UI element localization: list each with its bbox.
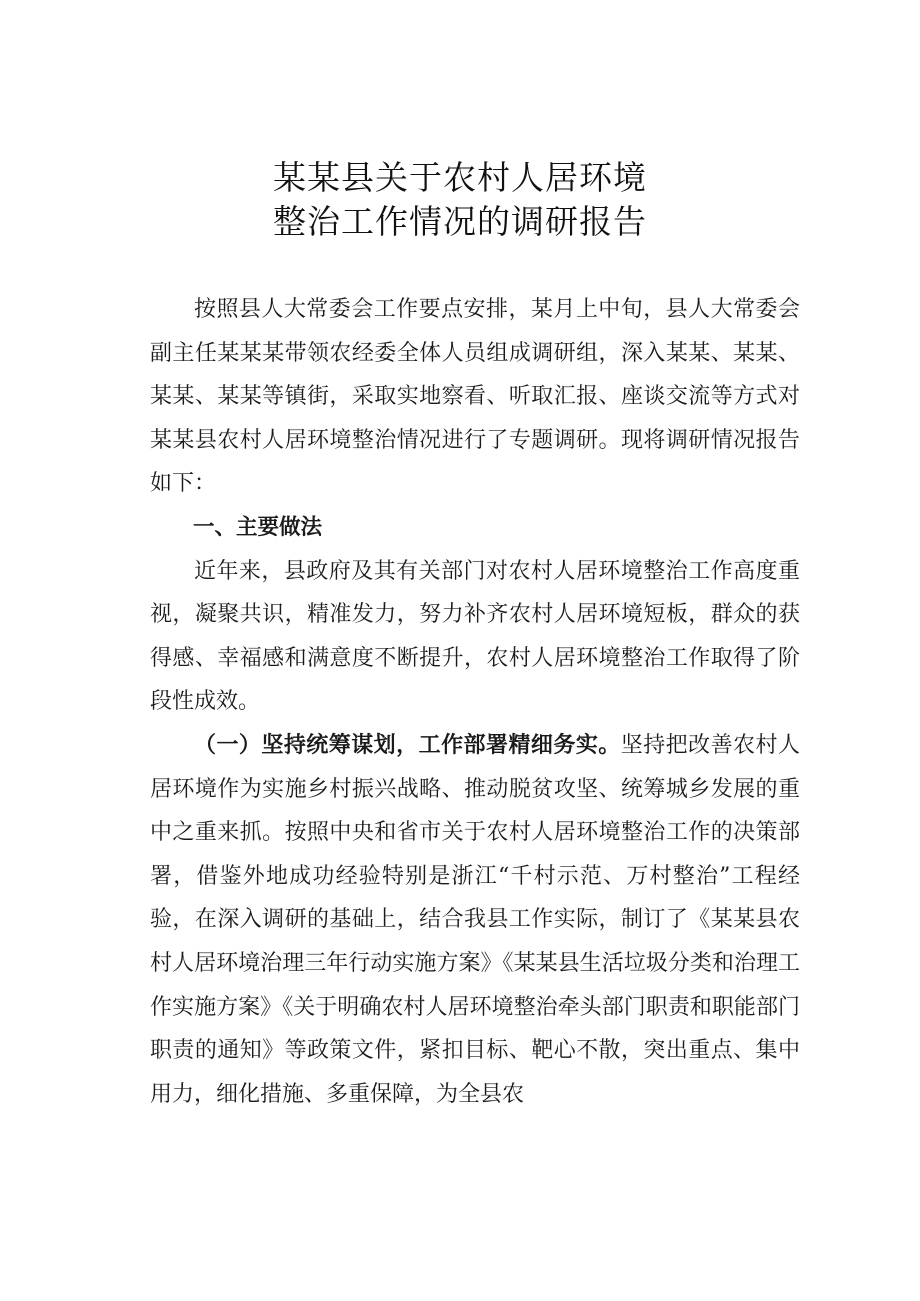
subsection-text: 坚持把改善农村人居环境作为实施乡村振兴战略、推动脱贫攻坚、统筹城乡发展的重中之重来抓。按照中央和省市关于农村人居环境整治工作的决策部署，借鉴外地成功经验特别是浙江“千村示范、万村整治”工程经验，在深入调研的基础上，结合我县工作实际，制订了《某某县农村人居环境治理三年行动实施方案》《某某县生活垃圾分类和治理工作实施方案》《关于明确农村人居环境整治牵头部门职责和职能部门职责的通知》等政策文件，紧扣目标、靶心不散，突出重点、集中用力，细化措施、多重保障，为全县农 bbox=[150, 732, 800, 1107]
subsection-paragraph bbox=[150, 724, 800, 1116]
report-body bbox=[150, 288, 800, 1116]
intro-paragraph: 按照县人大常委会工作要点安排，某月上中旬，县人大常委会副主任某某某带领农经委全体人员组成调研组，深入某某、某某、某某、某某等镇街，采取实地察看、听取汇报、座谈交流等方式对某某县农村人居环境整治情况进行了专题调研。现将调研情况报告如下： bbox=[150, 297, 800, 497]
report-title-line-1: 某某县关于农村人居环境 bbox=[273, 158, 647, 197]
report-title-line-2: 整治工作情况的调研报告 bbox=[273, 202, 647, 241]
section-paragraph: 近年来，县政府及其有关部门对农村人居环境整治工作高度重视，凝聚共识，精准发力，努力补齐农村人居环境短板，群众的获得感、幸福感和满意度不断提升，农村人居环境整治工作取得了阶段性成效。 bbox=[150, 558, 800, 715]
subsection-heading: （一）坚持统筹谋划，工作部署精细务实。 bbox=[194, 732, 621, 758]
section-heading: 一、主要做法 bbox=[193, 514, 323, 540]
